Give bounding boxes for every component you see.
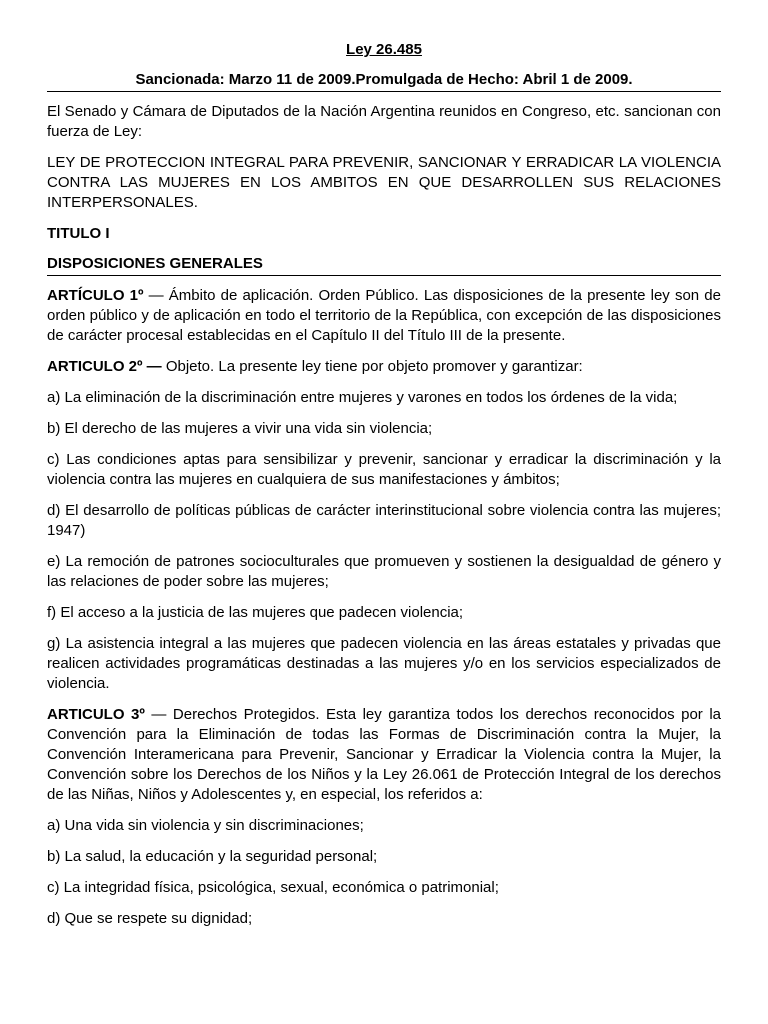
- article-3-item-d: d) Que se respete su dignidad;: [47, 910, 253, 927]
- document-subtitle: Sancionada: Marzo 11 de 2009.Promulgada de Hecho: Abril 1 de 2009.: [47, 70, 721, 92]
- article-3-label: ARTICULO 3º: [47, 706, 145, 723]
- article-2-item-d: d) El desarrollo de políticas públicas de carácter interinstitucional sobre violencia contra las mujeres; 1947): [47, 502, 721, 539]
- article-2-item-b: b) El derecho de las mujeres a vivir una vida sin violencia;: [47, 420, 433, 437]
- article-2-item-f: f) El acceso a la justicia de las mujeres que padecen violencia;: [47, 604, 464, 621]
- article-2-text: Objeto. La presente ley tiene por objeto promover y garantizar:: [161, 358, 583, 375]
- article-1: [47, 286, 721, 346]
- titulo-heading: TITULO I: [47, 225, 110, 242]
- article-2-item-a: a) La eliminación de la discriminación entre mujeres y varones en todos los órdenes de la vida;: [47, 389, 678, 406]
- article-2-label: ARTICULO 2º —: [47, 358, 162, 375]
- article-2-item-c: c) Las condiciones aptas para sensibilizar y prevenir, sancionar y erradicar la discriminación y la violencia contra las mujeres en cualquiera de sus manifestaciones y ámbitos;: [47, 451, 721, 488]
- article-3-item-a: a) Una vida sin violencia y sin discriminaciones;: [47, 817, 364, 834]
- article-1-label: ARTÍCULO 1º: [47, 287, 144, 304]
- section-heading: DISPOSICIONES GENERALES: [47, 254, 721, 276]
- document-title: Ley 26.485: [346, 41, 422, 58]
- intro-paragraph: El Senado y Cámara de Diputados de la Nación Argentina reunidos en Congreso, etc. sancionan con fuerza de Ley:: [47, 103, 721, 140]
- article-2: [47, 357, 721, 377]
- article-3-item-c: c) La integridad física, psicológica, sexual, económica o patrimonial;: [47, 879, 499, 896]
- article-3: [47, 705, 721, 805]
- article-3-text: — Derechos Protegidos. Esta ley garantiza todos los derechos reconocidos por la Convención para la Eliminación de todas las Formas de Discriminación contra la Mujer, la Convención Interamericana para Prevenir, Sancionar y Erradicar la Violencia contra la Mujer, la Convención sobre los Derechos de los Niños y la Ley 26.061 de Protección Integral de los derechos de las Niñas, Niños y Adolescentes y, en especial, los referidos a:: [47, 706, 721, 803]
- article-2-item-e: e) La remoción de patrones socioculturales que promueven y sostienen la desigualdad de género y las relaciones de poder sobre las mujeres;: [47, 553, 721, 590]
- article-2-item-g: g) La asistencia integral a las mujeres que padecen violencia en las áreas estatales y privadas que realicen actividades programáticas destinadas a las mujeres y/o en los servicios especializados de violencia.: [47, 635, 721, 692]
- article-1-text: — Ámbito de aplicación. Orden Público. Las disposiciones de la presente ley son de orden público y de aplicación en todo el territorio de la República, con excepción de las disposiciones de carácter procesal establecidas en el Capítulo II del Título III de la presente.: [47, 287, 721, 344]
- law-name-paragraph: LEY DE PROTECCION INTEGRAL PARA PREVENIR, SANCIONAR Y ERRADICAR LA VIOLENCIA CONTRA LAS MUJERES EN LOS AMBITOS EN QUE DESARROLLEN SUS RELACIONES INTERPERSONALES.: [47, 154, 721, 211]
- article-3-item-b: b) La salud, la educación y la seguridad personal;: [47, 848, 378, 865]
